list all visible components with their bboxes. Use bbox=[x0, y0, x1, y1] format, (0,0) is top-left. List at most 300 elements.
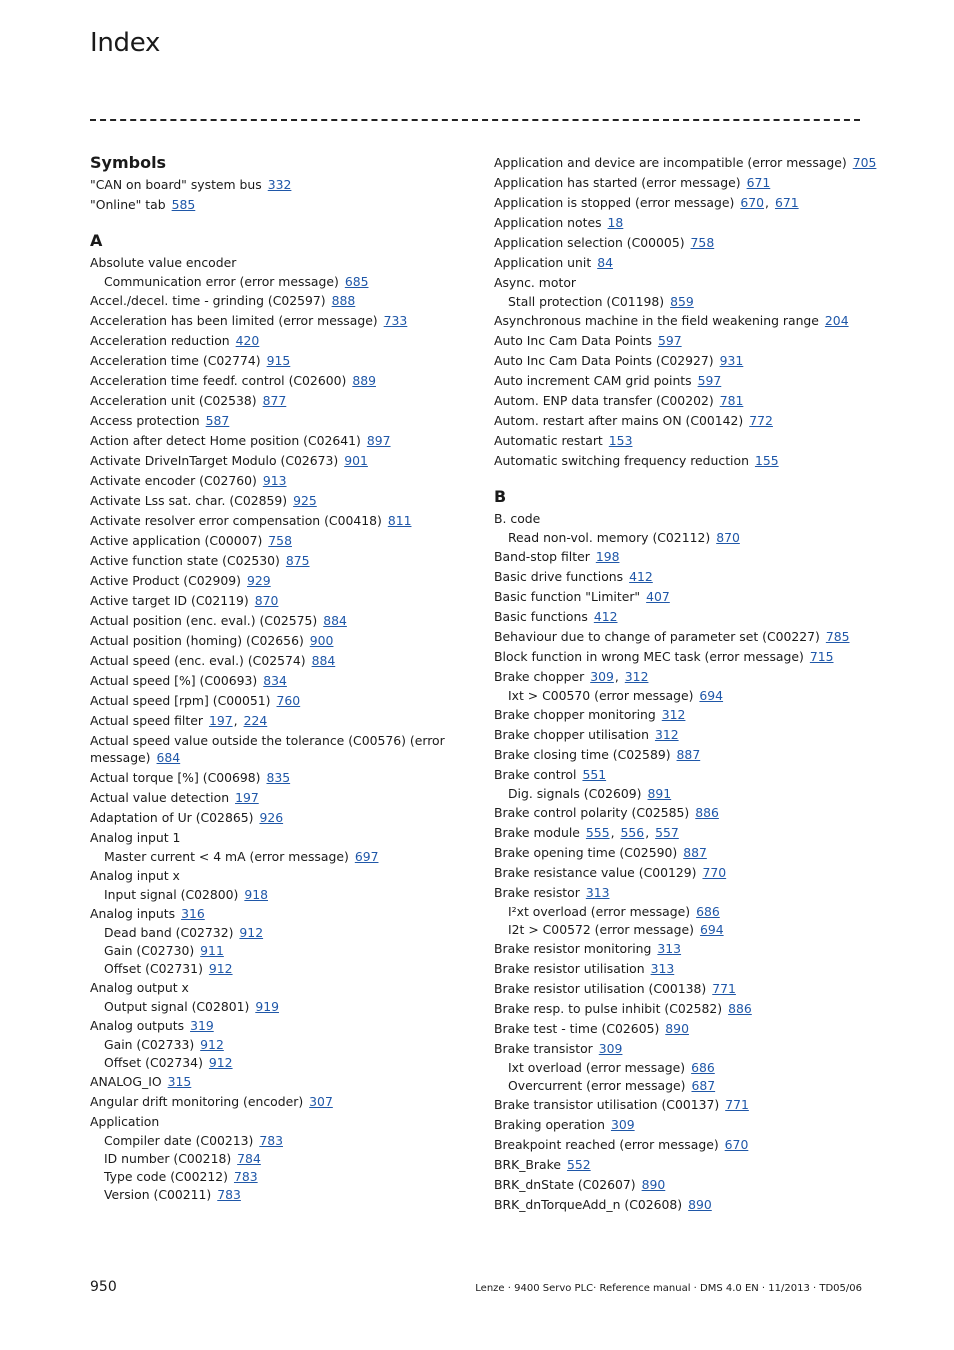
page-link[interactable]: 556 bbox=[620, 825, 645, 840]
entry-label: Actual torque [%] (C00698) bbox=[90, 770, 261, 785]
index-entry bbox=[494, 705, 874, 725]
index-entry bbox=[494, 1155, 874, 1175]
header-divider bbox=[90, 119, 860, 121]
index-entry bbox=[90, 1112, 470, 1132]
page-link[interactable]: 900 bbox=[309, 633, 334, 648]
page-link[interactable]: 587 bbox=[205, 413, 230, 428]
page-link[interactable]: 198 bbox=[595, 549, 620, 564]
entry-label: Gain (C02730) bbox=[104, 943, 195, 958]
index-entry bbox=[494, 273, 874, 293]
page-link[interactable]: 783 bbox=[259, 1133, 283, 1148]
index-entry bbox=[494, 431, 874, 451]
page-link[interactable]: 888 bbox=[331, 293, 356, 308]
page-link[interactable]: 686 bbox=[691, 1060, 715, 1075]
entry-label: Basic functions bbox=[494, 609, 588, 624]
index-entry bbox=[494, 153, 877, 173]
page-link[interactable]: 911 bbox=[200, 943, 224, 958]
index-entry bbox=[494, 725, 874, 745]
page-link[interactable]: 685 bbox=[344, 274, 369, 289]
entry-label: Analog input x bbox=[90, 868, 180, 883]
page-separator: , bbox=[614, 669, 619, 684]
index-entry bbox=[90, 711, 470, 731]
page-link[interactable]: 733 bbox=[383, 313, 408, 328]
entry-label: Version (C00211) bbox=[104, 1187, 212, 1202]
entry-label: Braking operation bbox=[494, 1117, 605, 1132]
entry-label: Acceleration time feedf. control (C02600) bbox=[90, 373, 347, 388]
entry-label: Brake opening time (C02590) bbox=[494, 845, 678, 860]
entry-label: Angular drift monitoring (encoder) bbox=[90, 1094, 304, 1109]
page-link[interactable]: 412 bbox=[629, 569, 653, 584]
page-link[interactable]: 204 bbox=[824, 313, 849, 328]
entry-label: Acceleration time (C02774) bbox=[90, 353, 261, 368]
index-entry bbox=[90, 1072, 470, 1092]
index-entry bbox=[494, 233, 874, 253]
entry-label: Activate Lss sat. char. (C02859) bbox=[90, 493, 288, 508]
page-link[interactable]: 890 bbox=[688, 1197, 712, 1212]
index-entry bbox=[494, 979, 874, 999]
index-subentry bbox=[494, 921, 874, 939]
page-link[interactable]: 705 bbox=[852, 155, 877, 170]
entry-label: Gain (C02733) bbox=[104, 1037, 195, 1052]
index-entry bbox=[494, 863, 874, 883]
entry-label: Application and device are incompatible (error message) bbox=[494, 155, 847, 170]
entry-label: BRK_dnState (C02607) bbox=[494, 1177, 636, 1192]
entry-label: Brake chopper monitoring bbox=[494, 707, 656, 722]
page-link[interactable]: 197 bbox=[208, 713, 233, 728]
entry-label: Basic function "Limiter" bbox=[494, 589, 641, 604]
page-link[interactable]: 886 bbox=[695, 805, 719, 820]
page-link[interactable]: 332 bbox=[267, 177, 292, 192]
page-link[interactable]: 670 bbox=[724, 1137, 749, 1152]
page-link[interactable]: 912 bbox=[239, 925, 264, 940]
page-link[interactable]: 783 bbox=[233, 1169, 258, 1184]
entry-label: Actual speed value outside the tolerance (C00576) (error message) bbox=[90, 733, 445, 765]
entry-label: Application is stopped (error message) bbox=[494, 195, 735, 210]
page-link[interactable]: 884 bbox=[311, 653, 336, 668]
document-reference: Lenze · 9400 Servo PLC· Reference manual · DMS 4.0 EN · 11/2013 · TD05/06 bbox=[475, 1283, 862, 1294]
page-link[interactable]: 407 bbox=[646, 589, 670, 604]
entry-label: ANALOG_IO bbox=[90, 1074, 162, 1089]
page-link[interactable]: 891 bbox=[647, 786, 672, 801]
page-separator: , bbox=[610, 825, 615, 840]
index-entry bbox=[494, 823, 874, 843]
entry-label: Brake module bbox=[494, 825, 580, 840]
index-entry bbox=[494, 1195, 874, 1215]
page-link[interactable]: 412 bbox=[593, 609, 618, 624]
page-link[interactable]: 925 bbox=[293, 493, 317, 508]
entry-label: Offset (C02734) bbox=[104, 1055, 203, 1070]
index-subentry bbox=[90, 1186, 470, 1204]
page-link[interactable]: 555 bbox=[585, 825, 610, 840]
entry-label: Automatic switching frequency reduction bbox=[494, 453, 749, 468]
entry-label: Async. motor bbox=[494, 275, 576, 290]
entry-label: Application notes bbox=[494, 215, 602, 230]
page-link[interactable]: 772 bbox=[749, 413, 773, 428]
index-subentry bbox=[494, 687, 874, 705]
index-entry bbox=[494, 803, 874, 823]
index-entry bbox=[90, 1016, 470, 1036]
page-link[interactable]: 931 bbox=[719, 353, 744, 368]
page-link[interactable]: 694 bbox=[699, 688, 724, 703]
entry-label: Acceleration has been limited (error message) bbox=[90, 313, 378, 328]
page-link[interactable]: 670 bbox=[740, 195, 765, 210]
page-link[interactable]: 686 bbox=[696, 904, 720, 919]
entry-label: Acceleration reduction bbox=[90, 333, 230, 348]
page-link[interactable]: 915 bbox=[266, 353, 291, 368]
index-entry bbox=[90, 511, 470, 531]
entry-label: Analog input 1 bbox=[90, 830, 181, 845]
entry-label: Brake chopper utilisation bbox=[494, 727, 649, 742]
page-link[interactable]: 312 bbox=[654, 727, 679, 742]
index-subentry bbox=[90, 848, 470, 866]
index-entry bbox=[494, 1135, 874, 1155]
index-entry bbox=[90, 253, 470, 273]
entry-label: Active function state (C02530) bbox=[90, 553, 280, 568]
index-subentry bbox=[90, 924, 470, 942]
index-entry bbox=[494, 213, 874, 233]
index-entry bbox=[90, 611, 470, 631]
page-link[interactable]: 557 bbox=[655, 825, 679, 840]
entry-label: Brake resistor bbox=[494, 885, 580, 900]
page-link[interactable]: 870 bbox=[254, 593, 279, 608]
index-entry bbox=[494, 451, 874, 471]
entry-label: Type code (C00212) bbox=[104, 1169, 228, 1184]
page-link[interactable]: 897 bbox=[366, 433, 391, 448]
index-entry bbox=[90, 351, 470, 371]
page-link[interactable]: 309 bbox=[610, 1117, 635, 1132]
index-entry bbox=[90, 451, 470, 471]
entry-label: Autom. restart after mains ON (C00142) bbox=[494, 413, 744, 428]
page-link[interactable]: 781 bbox=[719, 393, 744, 408]
entry-label: Basic drive functions bbox=[494, 569, 624, 584]
entry-label: Asynchronous machine in the field weakening range bbox=[494, 313, 819, 328]
page-link[interactable]: 309 bbox=[590, 669, 614, 684]
page-link[interactable]: 877 bbox=[262, 393, 287, 408]
page-link[interactable]: 715 bbox=[809, 649, 834, 664]
page-link[interactable]: 760 bbox=[276, 693, 301, 708]
page-link[interactable]: 890 bbox=[641, 1177, 666, 1192]
page-link[interactable]: 859 bbox=[670, 294, 694, 309]
entry-label: Activate DriveInTarget Modulo (C02673) bbox=[90, 453, 339, 468]
index-entry bbox=[494, 411, 874, 431]
entry-label: Breakpoint reached (error message) bbox=[494, 1137, 719, 1152]
index-entry bbox=[90, 808, 470, 828]
page-separator: , bbox=[645, 825, 650, 840]
index-subentry bbox=[90, 998, 470, 1016]
entry-label: Actual speed [%] (C00693) bbox=[90, 673, 258, 688]
index-entry bbox=[494, 627, 874, 647]
entry-label: Overcurrent (error message) bbox=[508, 1078, 686, 1093]
index-entry bbox=[90, 331, 470, 351]
entry-label: Absolute value encoder bbox=[90, 255, 237, 270]
index-entry bbox=[494, 1019, 874, 1039]
page-link[interactable]: 313 bbox=[650, 961, 675, 976]
page-separator: , bbox=[233, 713, 238, 728]
entry-label: Brake closing time (C02589) bbox=[494, 747, 671, 762]
index-entry bbox=[90, 631, 470, 651]
entry-label: Accel./decel. time - grinding (C02597) bbox=[90, 293, 326, 308]
index-column-right bbox=[494, 153, 877, 1215]
page-link[interactable]: 309 bbox=[598, 1041, 623, 1056]
entry-label: Behaviour due to change of parameter set (C00227) bbox=[494, 629, 820, 644]
index-subentry bbox=[90, 1150, 470, 1168]
entry-label: B. code bbox=[494, 511, 541, 526]
page-link[interactable]: 771 bbox=[725, 1097, 749, 1112]
entry-label: Block function in wrong MEC task (error message) bbox=[494, 649, 804, 664]
index-subentry bbox=[90, 886, 470, 904]
index-subentry bbox=[90, 1036, 470, 1054]
index-entry bbox=[494, 567, 874, 587]
index-entry bbox=[90, 391, 470, 411]
entry-label: Action after detect Home position (C02641) bbox=[90, 433, 361, 448]
page-link[interactable]: 912 bbox=[208, 961, 233, 976]
entry-label: Autom. ENP data transfer (C00202) bbox=[494, 393, 714, 408]
index-subentry bbox=[494, 1077, 874, 1095]
entry-label: Ixt > C00570 (error message) bbox=[508, 688, 694, 703]
page-number: 950 bbox=[90, 1279, 117, 1295]
page-separator: , bbox=[765, 195, 769, 210]
index-entry bbox=[90, 978, 470, 998]
index-entry bbox=[90, 531, 470, 551]
index-subentry bbox=[90, 1054, 470, 1072]
index-entry bbox=[494, 253, 874, 273]
entry-label: Actual value detection bbox=[90, 790, 230, 805]
entry-label: Ixt overload (error message) bbox=[508, 1060, 686, 1075]
entry-label: Output signal (C02801) bbox=[104, 999, 250, 1014]
section-heading: Symbols bbox=[90, 153, 167, 172]
page-link[interactable]: 694 bbox=[699, 922, 724, 937]
entry-label: Brake chopper bbox=[494, 669, 585, 684]
entry-label: BRK_dnTorqueAdd_n (C02608) bbox=[494, 1197, 683, 1212]
index-subentry bbox=[90, 960, 470, 978]
entry-label: I²xt overload (error message) bbox=[508, 904, 691, 919]
index-entry bbox=[494, 765, 874, 785]
entry-label: Band-stop filter bbox=[494, 549, 590, 564]
entry-label: Brake control bbox=[494, 767, 577, 782]
entry-label: Application unit bbox=[494, 255, 592, 270]
entry-label: I2t > C00572 (error message) bbox=[508, 922, 694, 937]
index-entry bbox=[494, 939, 874, 959]
entry-label: Brake resistor monitoring bbox=[494, 941, 652, 956]
page-link[interactable]: 901 bbox=[344, 453, 368, 468]
page-link[interactable]: 597 bbox=[697, 373, 722, 388]
page-link[interactable]: 785 bbox=[825, 629, 850, 644]
index-entry bbox=[90, 866, 470, 886]
index-entry bbox=[494, 883, 874, 903]
index-entry bbox=[90, 291, 470, 311]
entry-label: Auto Inc Cam Data Points bbox=[494, 333, 652, 348]
index-entry bbox=[494, 173, 874, 193]
entry-label: Activate resolver error compensation (C00418) bbox=[90, 513, 382, 528]
entry-label: BRK_Brake bbox=[494, 1157, 561, 1172]
index-entry bbox=[494, 351, 874, 371]
page-title: Index bbox=[90, 28, 161, 58]
entry-label: Master current < 4 mA (error message) bbox=[104, 849, 349, 864]
entry-label: Acceleration unit (C02538) bbox=[90, 393, 257, 408]
entry-label: Brake resistance value (C00129) bbox=[494, 865, 697, 880]
index-entry bbox=[494, 371, 874, 391]
page-link[interactable]: 771 bbox=[712, 981, 736, 996]
index-entry bbox=[90, 195, 470, 215]
page-link[interactable]: 890 bbox=[665, 1021, 689, 1036]
entry-label: Application bbox=[90, 1114, 160, 1129]
page-link[interactable]: 875 bbox=[285, 553, 310, 568]
index-entry bbox=[90, 788, 470, 808]
page-link[interactable]: 18 bbox=[607, 215, 624, 230]
entry-label: Activate encoder (C02760) bbox=[90, 473, 257, 488]
index-entry bbox=[90, 671, 470, 691]
index-entry bbox=[494, 607, 874, 627]
page-link[interactable]: 835 bbox=[266, 770, 291, 785]
entry-label: Application selection (C00005) bbox=[494, 235, 685, 250]
page-link[interactable]: 926 bbox=[259, 810, 284, 825]
entry-label: Input signal (C02800) bbox=[104, 887, 239, 902]
entry-label: Dead band (C02732) bbox=[104, 925, 234, 940]
page-link[interactable]: 315 bbox=[167, 1074, 192, 1089]
entry-label: Auto Inc Cam Data Points (C02927) bbox=[494, 353, 714, 368]
page-link[interactable]: 887 bbox=[676, 747, 701, 762]
entry-label: Brake transistor bbox=[494, 1041, 593, 1056]
page-link[interactable]: 784 bbox=[237, 1151, 261, 1166]
page-link[interactable]: 307 bbox=[309, 1094, 333, 1109]
page-link[interactable]: 758 bbox=[690, 235, 715, 250]
page-link[interactable]: 551 bbox=[582, 767, 607, 782]
index-entry bbox=[494, 999, 874, 1019]
entry-label: Offset (C02731) bbox=[104, 961, 203, 976]
index-entry bbox=[494, 1095, 874, 1115]
entry-label: "Online" tab bbox=[90, 197, 166, 212]
page-link[interactable]: 313 bbox=[585, 885, 610, 900]
index-entry bbox=[90, 175, 470, 195]
index-entry bbox=[90, 828, 470, 848]
entry-label: Brake test - time (C02605) bbox=[494, 1021, 660, 1036]
entry-label: Read non-vol. memory (C02112) bbox=[508, 530, 711, 545]
entry-label: Brake resistor utilisation bbox=[494, 961, 645, 976]
page-link[interactable]: 313 bbox=[657, 941, 682, 956]
section-heading: A bbox=[90, 231, 103, 250]
index-subentry bbox=[90, 1168, 470, 1186]
page-link[interactable]: 884 bbox=[323, 613, 347, 628]
page-link[interactable]: 918 bbox=[244, 887, 269, 902]
page-link[interactable]: 84 bbox=[597, 255, 613, 270]
index-subentry bbox=[90, 1132, 470, 1150]
index-entry bbox=[494, 667, 874, 687]
index-entry bbox=[90, 732, 470, 766]
entry-label: Stall protection (C01198) bbox=[508, 294, 665, 309]
page-link[interactable]: 316 bbox=[181, 906, 205, 921]
index-entry bbox=[494, 843, 874, 863]
index-entry bbox=[90, 491, 470, 511]
page-link[interactable]: 155 bbox=[754, 453, 779, 468]
page-link[interactable]: 552 bbox=[566, 1157, 591, 1172]
index-subentry bbox=[494, 529, 874, 547]
section-heading: B bbox=[494, 487, 507, 506]
entry-label: Automatic restart bbox=[494, 433, 603, 448]
page-link[interactable]: 420 bbox=[235, 333, 260, 348]
page-link[interactable]: 783 bbox=[217, 1187, 241, 1202]
index-entry bbox=[494, 391, 874, 411]
index-subentry bbox=[494, 293, 874, 311]
index-entry bbox=[494, 1039, 874, 1059]
page-link[interactable]: 919 bbox=[255, 999, 279, 1014]
entry-label: Brake resp. to pulse inhibit (C02582) bbox=[494, 1001, 723, 1016]
page-link[interactable]: 224 bbox=[243, 713, 268, 728]
index-entry bbox=[90, 411, 470, 431]
entry-label: Analog inputs bbox=[90, 906, 176, 921]
page-link[interactable]: 697 bbox=[354, 849, 379, 864]
page-link[interactable]: 912 bbox=[200, 1037, 224, 1052]
index-entry bbox=[90, 904, 470, 924]
page-link[interactable]: 834 bbox=[263, 673, 287, 688]
index-entry bbox=[90, 431, 470, 451]
page-link[interactable]: 197 bbox=[235, 790, 259, 805]
page-link[interactable]: 319 bbox=[190, 1018, 214, 1033]
index-entry bbox=[90, 311, 470, 331]
page-link[interactable]: 312 bbox=[624, 669, 649, 684]
page-link[interactable]: 887 bbox=[683, 845, 707, 860]
index-entry bbox=[90, 768, 470, 788]
entry-label: Active application (C00007) bbox=[90, 533, 263, 548]
index-entry bbox=[494, 959, 874, 979]
index-entry bbox=[90, 591, 470, 611]
page-link[interactable]: 929 bbox=[247, 573, 271, 588]
page-link[interactable]: 870 bbox=[716, 530, 740, 545]
page-link[interactable]: 889 bbox=[352, 373, 376, 388]
page-link[interactable]: 687 bbox=[691, 1078, 716, 1093]
page-link[interactable]: 758 bbox=[268, 533, 292, 548]
index-subentry bbox=[90, 273, 470, 291]
index-entry bbox=[494, 509, 874, 529]
index-entry bbox=[90, 551, 470, 571]
page-link[interactable]: 671 bbox=[774, 195, 799, 210]
page-link[interactable]: 671 bbox=[746, 175, 771, 190]
index-entry bbox=[90, 571, 470, 591]
entry-label: Brake transistor utilisation (C00137) bbox=[494, 1097, 720, 1112]
page-link[interactable]: 597 bbox=[657, 333, 682, 348]
entry-label: Brake resistor utilisation (C00138) bbox=[494, 981, 707, 996]
entry-label: Active Product (C02909) bbox=[90, 573, 241, 588]
page-link[interactable]: 312 bbox=[661, 707, 686, 722]
index-entry bbox=[90, 471, 470, 491]
entry-label: Compiler date (C00213) bbox=[104, 1133, 254, 1148]
entry-label: Auto increment CAM grid points bbox=[494, 373, 692, 388]
page-link[interactable]: 912 bbox=[208, 1055, 233, 1070]
entry-label: Communication error (error message) bbox=[104, 274, 339, 289]
index-entry bbox=[494, 647, 874, 667]
page-link[interactable]: 886 bbox=[728, 1001, 752, 1016]
entry-label: Actual position (homing) (C02656) bbox=[90, 633, 304, 648]
page-link[interactable]: 913 bbox=[262, 473, 287, 488]
page-link[interactable]: 770 bbox=[702, 865, 727, 880]
page-link[interactable]: 585 bbox=[171, 197, 196, 212]
index-subentry bbox=[90, 942, 470, 960]
index-entry bbox=[90, 371, 470, 391]
entry-label: Analog output x bbox=[90, 980, 189, 995]
index-entry bbox=[494, 1175, 874, 1195]
entry-label: "CAN on board" system bus bbox=[90, 177, 262, 192]
entry-label: Analog outputs bbox=[90, 1018, 185, 1033]
page-link[interactable]: 684 bbox=[156, 750, 181, 765]
entry-label: Application has started (error message) bbox=[494, 175, 741, 190]
index-entry bbox=[494, 311, 874, 331]
page-link[interactable]: 811 bbox=[387, 513, 412, 528]
index-subentry bbox=[494, 785, 874, 803]
entry-label: Brake control polarity (C02585) bbox=[494, 805, 690, 820]
index-entry bbox=[90, 651, 470, 671]
entry-label: Actual position (enc. eval.) (C02575) bbox=[90, 613, 318, 628]
entry-label: Actual speed (enc. eval.) (C02574) bbox=[90, 653, 306, 668]
page-link[interactable]: 153 bbox=[608, 433, 633, 448]
